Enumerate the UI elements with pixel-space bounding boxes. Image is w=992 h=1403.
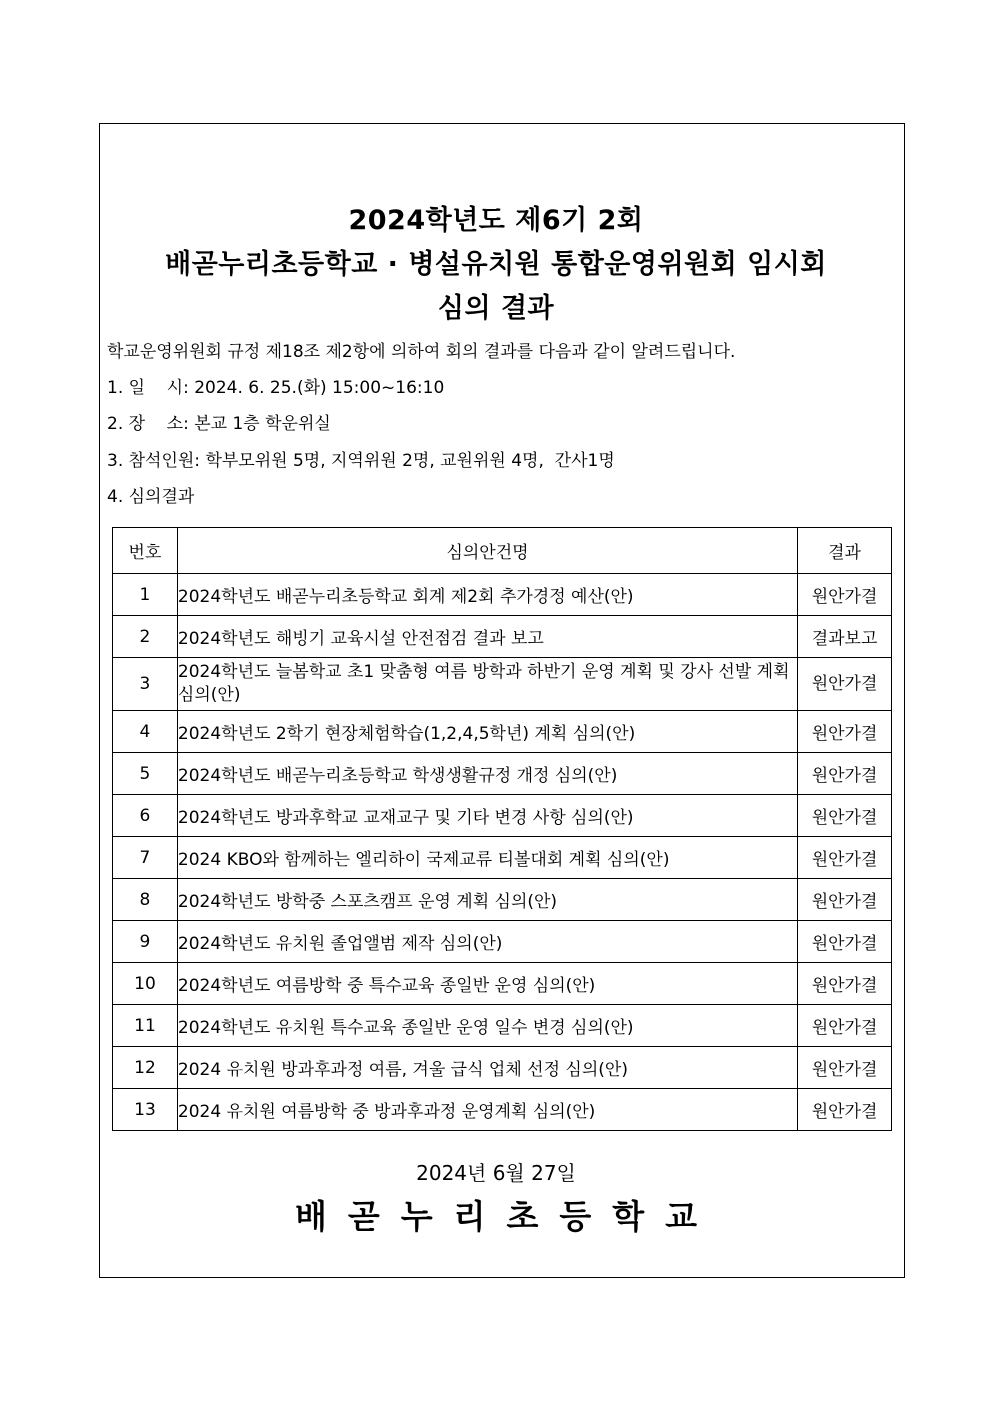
results-heading-item: 4. 심의결과 [107, 487, 195, 507]
results-table [112, 527, 892, 1131]
table-row [113, 1047, 892, 1089]
row-number: 11 [113, 1005, 178, 1047]
row-agenda-title: 2024학년도 여름방학 중 특수교육 종일반 운영 심의(안) [177, 963, 797, 1005]
row-number: 13 [113, 1089, 178, 1131]
row-result: 원안가결 [798, 1047, 892, 1089]
table-row [113, 753, 892, 795]
row-number: 3 [113, 658, 178, 711]
row-agenda-title: 2024학년도 배곧누리초등학교 학생생활규정 개정 심의(안) [177, 753, 797, 795]
row-agenda-title: 2024학년도 방과후학교 교재교구 및 기타 변경 사항 심의(안) [177, 795, 797, 837]
table-row [113, 837, 892, 879]
row-number: 4 [113, 711, 178, 753]
table-row [113, 795, 892, 837]
row-agenda-title: 2024학년도 유치원 졸업앨범 제작 심의(안) [177, 921, 797, 963]
row-agenda-title: 2024학년도 해빙기 교육시설 안전점검 결과 보고 [177, 616, 797, 658]
header-result: 결과 [798, 528, 892, 574]
table-row [113, 963, 892, 1005]
row-result: 원안가결 [798, 795, 892, 837]
row-result: 원안가결 [798, 574, 892, 616]
table-row [113, 879, 892, 921]
table-row [113, 616, 892, 658]
table-header-row [113, 528, 892, 574]
row-result: 원안가결 [798, 921, 892, 963]
row-result: 원안가결 [798, 837, 892, 879]
row-agenda-title: 2024학년도 배곧누리초등학교 회계 제2회 추가경정 예산(안) [177, 574, 797, 616]
row-number: 1 [113, 574, 178, 616]
row-result: 원안가결 [798, 1089, 892, 1131]
row-result: 결과보고 [798, 616, 892, 658]
table-row [113, 1089, 892, 1131]
row-agenda-title: 2024 유치원 여름방학 중 방과후과정 운영계획 심의(안) [177, 1089, 797, 1131]
row-result: 원안가결 [798, 711, 892, 753]
row-number: 10 [113, 963, 178, 1005]
table-row [113, 921, 892, 963]
document-title-line1: 2024학년도 제6기 2회 [348, 205, 644, 236]
table-row [113, 658, 892, 711]
intro-text: 학교운영위원회 규정 제18조 제2항에 의하여 회의 결과를 다음과 같이 알려드립니다. [107, 342, 736, 362]
row-number: 6 [113, 795, 178, 837]
row-agenda-title: 2024학년도 유치원 특수교육 종일반 운영 일수 변경 심의(안) [177, 1005, 797, 1047]
row-result: 원안가결 [798, 963, 892, 1005]
header-agenda-title: 심의안건명 [177, 528, 797, 574]
row-number: 2 [113, 616, 178, 658]
row-agenda-title: 2024학년도 방학중 스포츠캠프 운영 계획 심의(안) [177, 879, 797, 921]
attendees-item: 3. 참석인원: 학부모위원 5명, 지역위원 2명, 교원위원 4명, 간사1명 [107, 451, 615, 471]
row-number: 12 [113, 1047, 178, 1089]
meeting-date-item: 1. 일 시: 2024. 6. 25.(화) 15:00~16:10 [107, 378, 445, 398]
row-result: 원안가결 [798, 879, 892, 921]
row-result: 원안가결 [798, 658, 892, 711]
table-row [113, 1005, 892, 1047]
issue-date: 2024년 6월 27일 [416, 1161, 576, 1185]
meeting-place-item: 2. 장 소: 본교 1층 학운위실 [107, 414, 331, 434]
row-number: 9 [113, 921, 178, 963]
document-title-line2: 배곧누리초등학교 · 병설유치원 통합운영위원회 임시회 [165, 249, 827, 280]
school-name: 배곧누리초등학교 [294, 1197, 719, 1236]
row-agenda-title: 2024학년도 늘봄학교 초1 맞춤형 여름 방학과 하반기 운영 계획 및 강사 선발 계획 심의(안) [177, 658, 797, 711]
row-agenda-title: 2024 KBO와 함께하는 엘리하이 국제교류 티볼대회 계획 심의(안) [177, 837, 797, 879]
header-number: 번호 [113, 528, 178, 574]
row-agenda-title: 2024학년도 2학기 현장체험학습(1,2,4,5학년) 계획 심의(안) [177, 711, 797, 753]
row-result: 원안가결 [798, 1005, 892, 1047]
document-title-line3: 심의 결과 [437, 293, 555, 324]
row-number: 5 [113, 753, 178, 795]
row-result: 원안가결 [798, 753, 892, 795]
row-number: 8 [113, 879, 178, 921]
table-row [113, 574, 892, 616]
table-row [113, 711, 892, 753]
row-number: 7 [113, 837, 178, 879]
row-agenda-title: 2024 유치원 방과후과정 여름, 겨울 급식 업체 선정 심의(안) [177, 1047, 797, 1089]
